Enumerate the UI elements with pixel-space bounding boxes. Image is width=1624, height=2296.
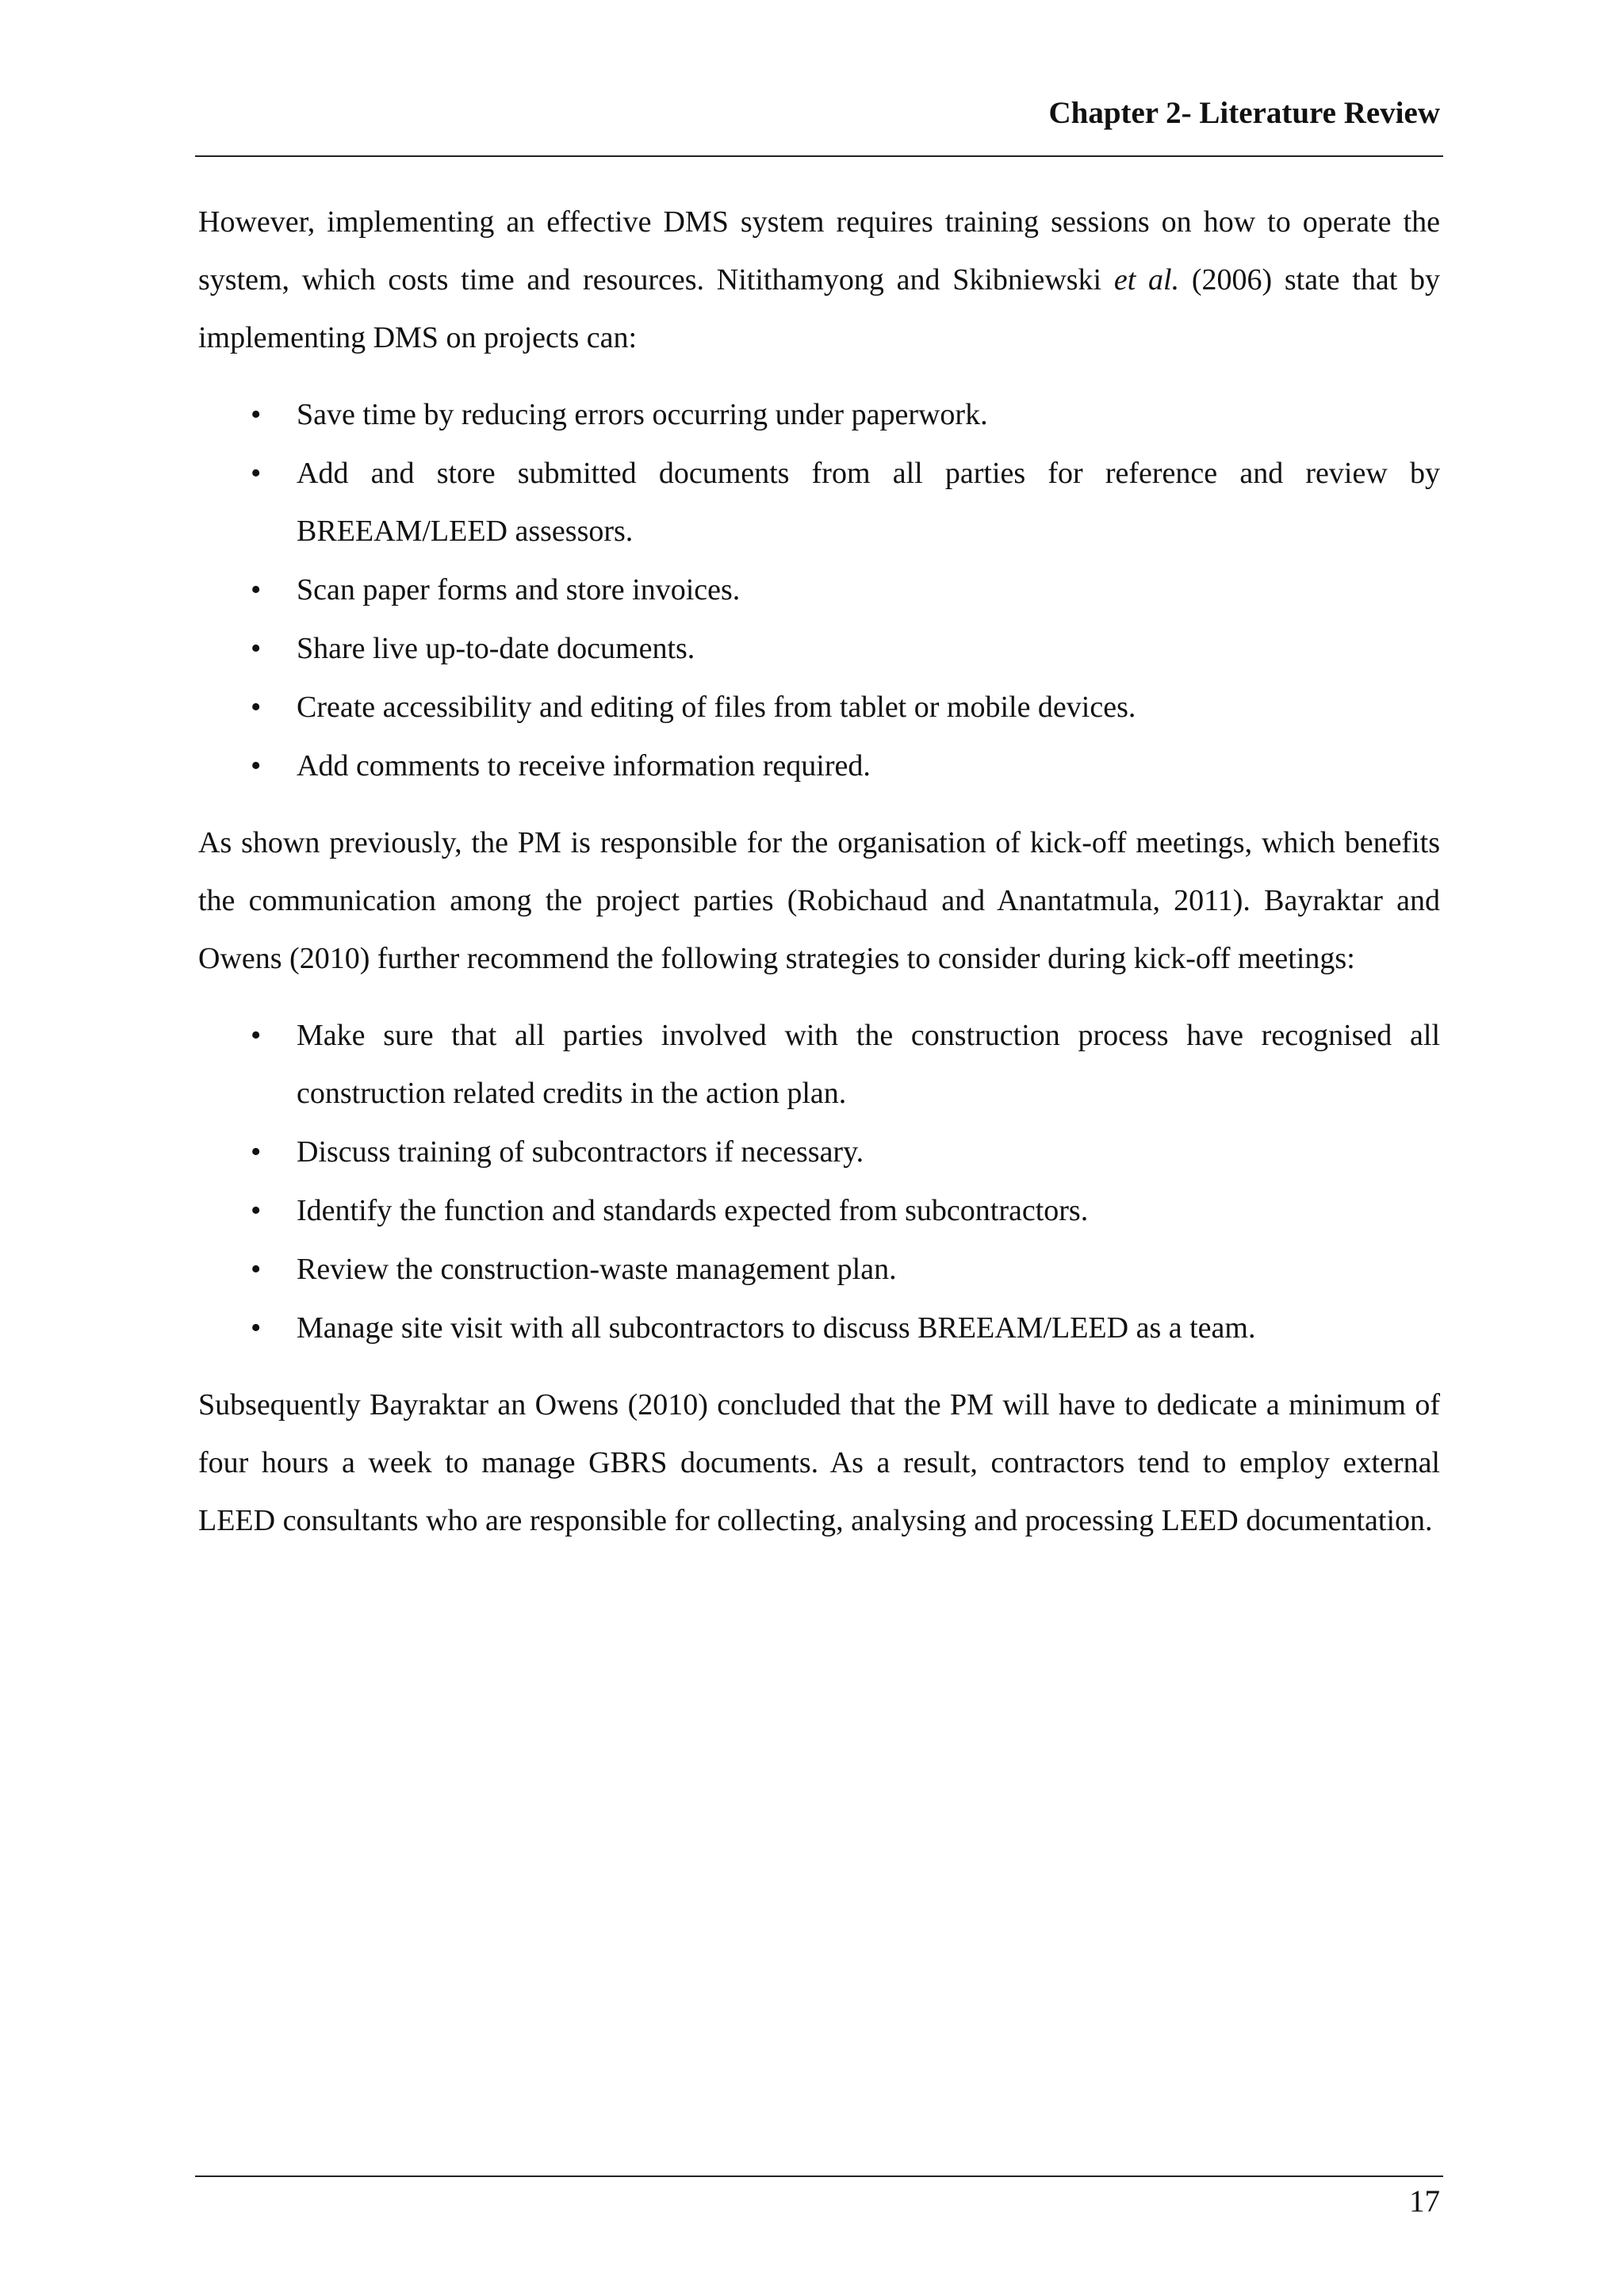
bullet-icon: • bbox=[251, 457, 262, 490]
list-item-text: Save time by reducing errors occurring under paperwork. bbox=[297, 398, 988, 431]
list-item-text: Manage site visit with all subcontractors to discuss BREEAM/LEED as a team. bbox=[297, 1311, 1256, 1345]
list-item-text: Make sure that all parties involved with the construction process have recognised all construction related credits in the action plan. bbox=[297, 1019, 1440, 1110]
list-item-text: Discuss training of subcontractors if necessary. bbox=[297, 1135, 864, 1169]
list-item bbox=[198, 1123, 1440, 1181]
list-item bbox=[198, 737, 1440, 795]
list-item-text: Identify the function and standards expected from subcontractors. bbox=[297, 1194, 1089, 1227]
bullet-icon: • bbox=[251, 632, 262, 665]
bullet-icon: • bbox=[251, 691, 262, 724]
bullet-icon: • bbox=[251, 1311, 262, 1345]
list-item bbox=[198, 1241, 1440, 1299]
bullet-icon: • bbox=[251, 1194, 262, 1227]
dms-benefits-list bbox=[198, 386, 1440, 795]
list-item-text: Share live up-to-date documents. bbox=[297, 632, 695, 665]
list-item bbox=[198, 561, 1440, 619]
list-item-text: Create accessibility and editing of files from tablet or mobile devices. bbox=[297, 691, 1136, 724]
paragraph-kickoff-meetings: As shown previously, the PM is responsible for the organisation of kick-off meetings, which benefits the communication among the project parties (Robichaud and Anantatmula, 2011). Bayraktar and Owens (2010) further recommend the following strategies to consider during kick-off meetings: bbox=[198, 826, 1440, 975]
kickoff-strategies-list bbox=[198, 1007, 1440, 1357]
citation-et-al: et al. bbox=[1113, 263, 1180, 297]
header-rule bbox=[195, 155, 1443, 157]
paragraph-dms-intro bbox=[198, 193, 1440, 367]
bullet-icon: • bbox=[251, 749, 262, 783]
list-item bbox=[198, 620, 1440, 678]
bullet-icon: • bbox=[251, 573, 262, 607]
footer-rule bbox=[195, 2175, 1443, 2177]
list-item-text: Add and store submitted documents from all parties for reference and review by BREEAM/LEED assessors. bbox=[297, 457, 1440, 548]
list-item bbox=[198, 386, 1440, 444]
bullet-icon: • bbox=[251, 398, 262, 431]
list-item-text: Review the construction-waste management plan. bbox=[297, 1253, 897, 1286]
paragraph-text: (2006) state that by implementing DMS on projects can: bbox=[198, 263, 1440, 354]
paragraph-text: However, implementing an effective DMS system requires training sessions on how to operate the system, which costs time and resources. Nitithamyong and Skibniewski bbox=[198, 205, 1440, 297]
bullet-icon: • bbox=[251, 1253, 262, 1286]
bullet-icon: • bbox=[251, 1135, 262, 1169]
page-number: 17 bbox=[1409, 2184, 1440, 2218]
list-item-text: Add comments to receive information required. bbox=[297, 749, 871, 783]
paragraph-conclusion: Subsequently Bayraktar an Owens (2010) concluded that the PM will have to dedicate a minimum of four hours a week to manage GBRS documents. As a result, contractors tend to employ external LEED consultants who are responsible for collecting, analysing and processing LEED documentation. bbox=[198, 1388, 1440, 1537]
list-item bbox=[198, 1182, 1440, 1240]
list-item bbox=[198, 445, 1440, 561]
list-item bbox=[198, 1299, 1440, 1357]
list-item-text: Scan paper forms and store invoices. bbox=[297, 573, 741, 607]
bullet-icon: • bbox=[251, 1019, 262, 1052]
page-body bbox=[198, 193, 1440, 1550]
running-header: Chapter 2- Literature Review bbox=[1048, 96, 1440, 130]
list-item bbox=[198, 679, 1440, 737]
list-item bbox=[198, 1007, 1440, 1123]
